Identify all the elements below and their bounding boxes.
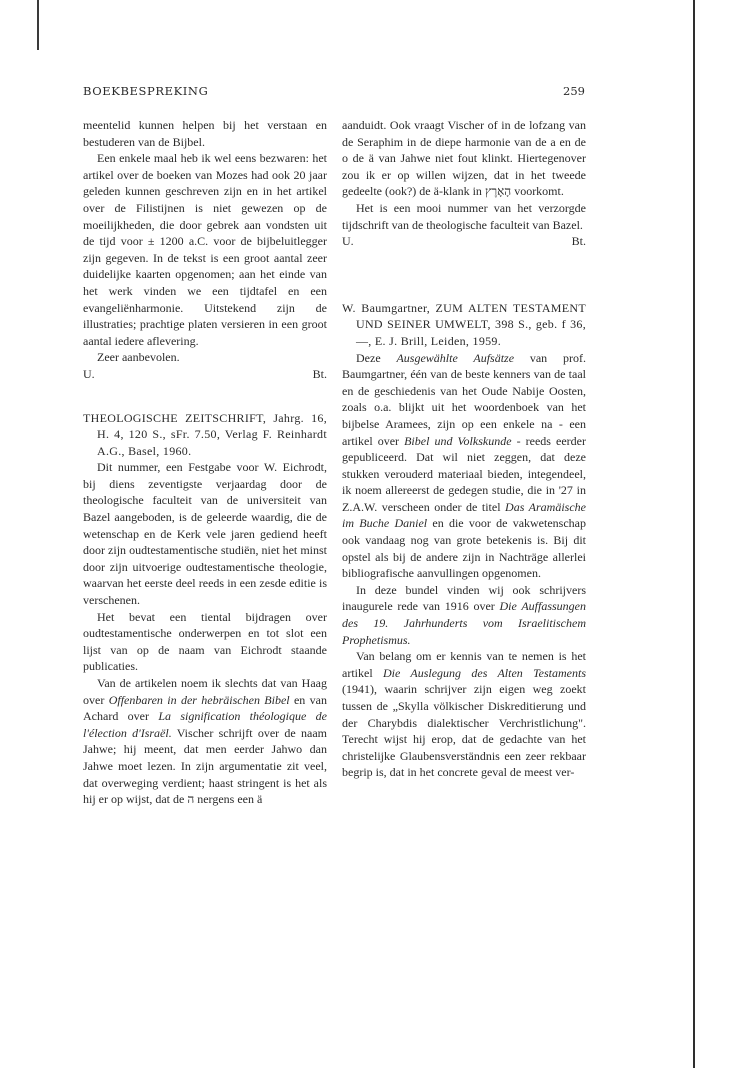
text-run: (1941), waarin schrijver zijn eigen weg zoekt tussen de „Skylla völkischer Diskreditierung und der Charybdis dialektischer Verchristlichung". Terecht wijst hij erop, dat de gedachte van het christelijke Glaubensverständnis een zeer rekbaar begrip is, dat in het concrete geval de meest ver- — [342, 682, 586, 780]
paragraph: Het bevat een tiental bijdragen over oudtestamentische onderwerpen en tot slot een lijst van op de naam van Eichrodt staande publicaties. — [83, 609, 327, 674]
italic-title: Die Auffassungen des 19. Jahrhunderts vom Israelitischem Prophetismus. — [342, 599, 586, 647]
bibliographic-entry: THEOLOGISCHE ZEITSCHRIFT, Jahrg. 16, H. 4, 120 S., sFr. 7.50, Verlag F. Reinhardt A.G., Basel, 1960. — [83, 410, 327, 458]
paragraph: Een enkele maal heb ik wel eens bezwaren: het artikel over de boeken van Mozes had ook 20 jaar geleden kunnen geschreven zijn en in het artikel over de Filistijnen is niet gewezen op de moeilijkheden, die door gebrek aan vondsten uit de tijd voor ± 1200 a.C. voor de bijbeluitlegger zijn gegeven. In de tekst is een groot aantal zeer duidelijke kaarten opgenomen; aan het einde van het werk vinden we een tijdtafel en een evangeliënharmonie. Uitstekend zijn de illustraties; prachtige platen versieren in een groot aantal iedere aflevering. — [83, 151, 327, 348]
italic-title: La signification théologique de l'élection d'Israël. — [83, 709, 328, 740]
paragraph — [342, 582, 586, 648]
text-run: Van de artikelen noem ik slechts dat van Haag over — [83, 676, 327, 707]
italic-title: Offenbaren in der hebräischen Bibel — [108, 692, 290, 707]
paragraph — [83, 675, 327, 808]
paragraph: Het is een mooi nummer van het verzorgde tijdschrift van de theologische faculteit van Bazel. — [342, 200, 586, 232]
paragraph: meentelid kunnen helpen bij het verstaan en bestuderen van de Bijbel. — [83, 118, 327, 149]
signature-initial: U. — [83, 366, 95, 381]
text-run: van prof. Baumgartner, één van de beste kenners van de taal en de geschiedenis van het Oude Nabije Oosten, zoals o.a. blijkt uit het woordenboek van het bijbelse Arameеs, zijn op een enkele na - een artikel over — [342, 350, 586, 448]
scan-edge-right — [693, 0, 695, 1068]
paragraph: aanduidt. Ook vraagt Vischer of in de lofzang van de Seraphim in de diepe harmonie van de a en de o de ä van Jahwe niet fout klinkt. Hiertegenover zou ik er op willen wijzen, dat in het tweede gedeelte (ook?) de ä-klank in הָאָרֶץ voorkomt. — [342, 118, 586, 199]
page-number: 259 — [563, 84, 585, 98]
signature-initial: U. — [342, 234, 354, 249]
text-run: - reeds eerder gepubliceerd. Dat wil niet zeggen, dat deze stukken verouderd materiaal bieden, integendeel, ik noem allereerst de gedegen studie, die in '27 in Z.A.W. verscheen onder de titel — [342, 433, 586, 514]
italic-title: Bibel und Volkskunde — [404, 433, 512, 448]
signature-author: Bt. — [312, 366, 327, 381]
paragraph: Zeer aanbevolen. — [97, 350, 180, 365]
text-run: Deze — [356, 350, 397, 365]
left-column — [83, 117, 327, 808]
italic-title: Die Auslegung des Alten Testaments — [382, 665, 586, 680]
bibliographic-entry: W. Baumgartner, ZUM ALTEN TESTAMENT UND SEINER UMWELT, 398 S., geb. f 36,—, E. J. Brill, Leiden, 1959. — [342, 300, 586, 348]
section-title: BOEKBESPREKING — [83, 84, 209, 98]
paragraph — [342, 350, 586, 582]
text-run: Van belang om er kennis van te nemen is het artikel — [342, 649, 586, 680]
scan-edge-left — [37, 0, 39, 50]
italic-title: Das Aramäische im Buche Daniel — [342, 499, 586, 531]
text-run: In deze bundel vinden wij ook schrijvers inaugurele rede van 1916 over — [342, 582, 586, 614]
signature-author: Bt. — [571, 234, 586, 249]
text-run: en van Achard over — [83, 692, 327, 724]
text-run: Vischer schrijft over de naam Jahwe; hij meent, dat men eerder Jahwo dan Jahwe moet lezen. In zijn argumentatie zit veel, dat overweging verdient; haast stringent is het als hij er op wijst, dat de ה nergens een ä — [83, 725, 327, 807]
review-signature — [83, 366, 327, 383]
review-signature — [342, 233, 586, 250]
running-head — [83, 84, 585, 100]
text-run: en die voor de vakwetenschap ook vandaag nog van grote betekenis is. Bij dit opstel als bij de andere zijn in Nachträge allerlei bibliografische aanvullingen opgenomen. — [342, 516, 586, 581]
right-column — [342, 117, 586, 781]
italic-title: Ausgewählte Aufsätze — [396, 350, 515, 365]
paragraph: Dit nummer, een Festgabe voor W. Eichrodt, bij diens zeventigste verjaardag door de theologische faculteit van de universiteit van Bazel aangeboden, is de geleerde waardig, die de wetenschap en de Kerk vele jaren gediend heeft door zijn oudtestamentische studiën, niet het minst door zijn uitvoerige oudtestamentische theologie, waarvan het eerste deel reeds in een zesde editie is verschenen. — [83, 460, 327, 608]
paragraph — [342, 648, 586, 781]
